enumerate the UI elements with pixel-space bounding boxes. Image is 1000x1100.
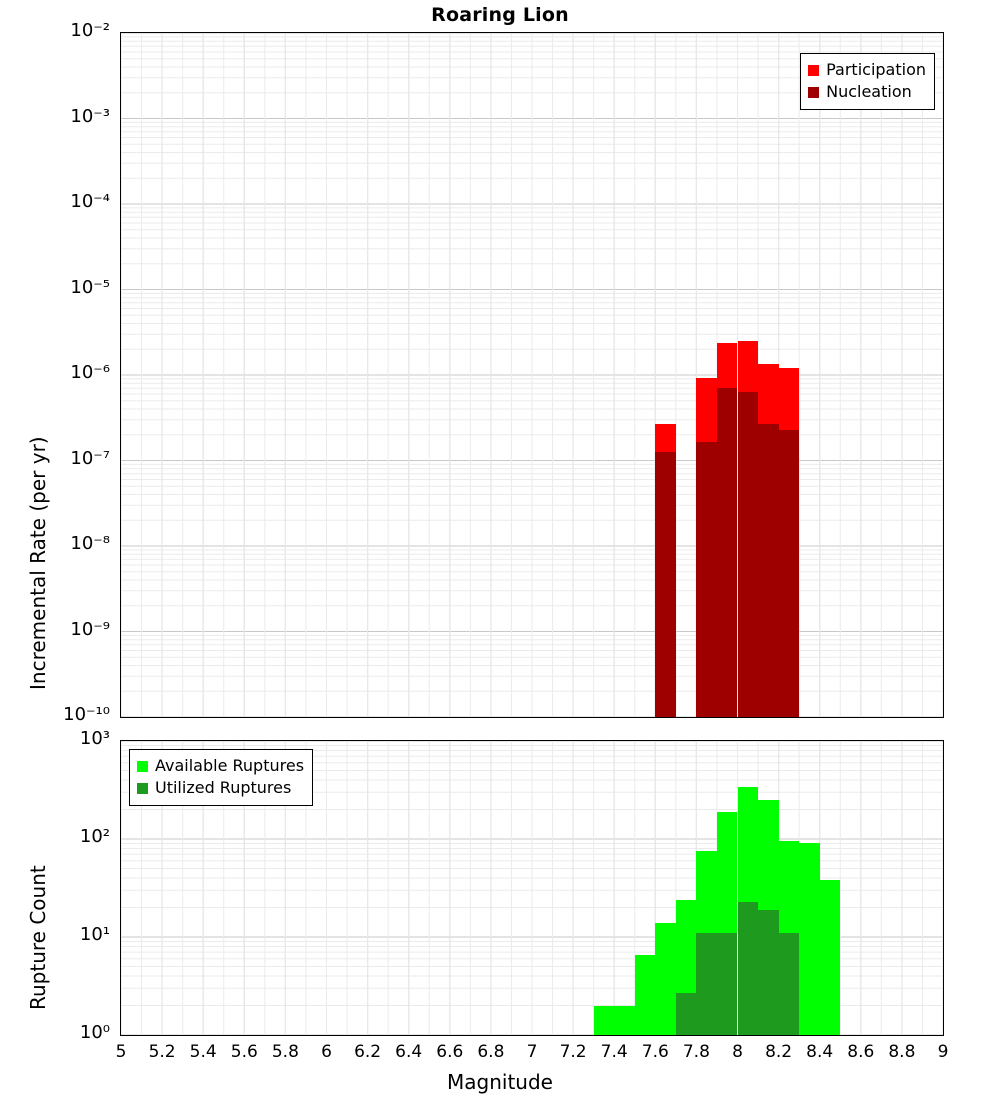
y-tick-label: 10⁻¹⁰ bbox=[63, 704, 110, 725]
bar-available-ruptures bbox=[594, 1006, 615, 1036]
legend-swatch-participation bbox=[808, 65, 819, 76]
y-tick-label: 10² bbox=[79, 826, 110, 847]
x-tick-label: 6.6 bbox=[436, 1042, 464, 1062]
y-tick-label: 10⁻⁸ bbox=[70, 533, 110, 554]
bar-utilized-ruptures bbox=[717, 933, 738, 1035]
bar-available-ruptures bbox=[820, 880, 841, 1035]
bar-utilized-ruptures bbox=[696, 933, 717, 1035]
x-tick-label: 5.6 bbox=[230, 1042, 258, 1062]
bar-available-ruptures bbox=[614, 1006, 635, 1036]
x-tick-label: 8.6 bbox=[847, 1042, 875, 1062]
x-tick-label: 8 bbox=[732, 1042, 743, 1062]
bar-nucleation bbox=[758, 424, 779, 717]
x-tick-label: 6.8 bbox=[477, 1042, 505, 1062]
bar-utilized-ruptures bbox=[779, 933, 800, 1035]
legend-item-utilized-ruptures bbox=[137, 777, 304, 799]
legend-label-available-ruptures: Available Ruptures bbox=[155, 756, 305, 775]
y-axis-label-top: Incremental Rate (per yr) bbox=[26, 436, 50, 690]
bar-nucleation bbox=[779, 430, 800, 717]
x-tick-label: 5 bbox=[115, 1042, 127, 1062]
legend-item-participation bbox=[808, 59, 926, 81]
y-tick-label: 10⁻⁶ bbox=[70, 362, 110, 383]
bar-utilized-ruptures bbox=[738, 902, 759, 1035]
y-axis-label-bottom: Rupture Count bbox=[26, 865, 50, 1010]
y-tick-label: 10³ bbox=[79, 728, 110, 749]
legend-item-nucleation bbox=[808, 81, 926, 103]
x-tick-label: 6.2 bbox=[354, 1042, 382, 1062]
bar-utilized-ruptures bbox=[676, 993, 697, 1035]
bars-top bbox=[121, 33, 943, 717]
x-tick-label: 9 bbox=[937, 1042, 949, 1062]
y-tick-label: 10⁻² bbox=[70, 20, 110, 41]
y-tick-label: 10⁻⁵ bbox=[70, 276, 110, 298]
x-tick-label: 6.4 bbox=[395, 1042, 423, 1062]
x-tick-label: 8.8 bbox=[888, 1042, 916, 1062]
x-tick-label: 8.4 bbox=[806, 1042, 834, 1062]
x-tick-label: 8.2 bbox=[765, 1042, 793, 1062]
legend-swatch-available-ruptures bbox=[137, 761, 148, 772]
legend-top bbox=[800, 53, 935, 110]
legend-swatch-nucleation bbox=[808, 87, 819, 98]
x-tick-label: 5.4 bbox=[189, 1042, 217, 1062]
bar-available-ruptures bbox=[799, 843, 820, 1035]
y-tick-label: 10⁰ bbox=[79, 1022, 110, 1043]
legend-label-utilized-ruptures: Utilized Ruptures bbox=[155, 778, 292, 798]
x-tick-label: 7.8 bbox=[682, 1042, 710, 1062]
x-tick-label: 5.8 bbox=[271, 1042, 299, 1062]
page-title: Roaring Lion bbox=[431, 4, 569, 26]
legend-bottom bbox=[129, 749, 313, 806]
bar-utilized-ruptures bbox=[758, 910, 779, 1035]
bar-available-ruptures bbox=[655, 923, 676, 1035]
x-tick-label: 7.2 bbox=[559, 1042, 587, 1062]
bar-nucleation bbox=[696, 442, 717, 717]
legend-label-nucleation: Nucleation bbox=[826, 82, 912, 102]
bar-nucleation bbox=[717, 388, 738, 717]
x-tick-label: 6 bbox=[321, 1042, 332, 1062]
bar-nucleation bbox=[738, 392, 759, 717]
y-tick-label: 10⁻³ bbox=[70, 105, 110, 127]
x-tick-label: 7.6 bbox=[641, 1042, 669, 1062]
y-tick-label: 10¹ bbox=[79, 924, 110, 945]
bar-available-ruptures bbox=[635, 955, 656, 1035]
x-tick-label: 7 bbox=[526, 1042, 538, 1062]
x-axis-label: Magnitude bbox=[447, 1070, 553, 1094]
incremental-rate-plot bbox=[120, 32, 944, 718]
y-tick-label: 10⁻⁹ bbox=[70, 618, 110, 640]
legend-label-participation: Participation bbox=[826, 60, 926, 79]
x-tick-label: 7.4 bbox=[600, 1042, 628, 1062]
rupture-count-plot bbox=[120, 740, 944, 1036]
legend-item-available-ruptures bbox=[137, 755, 304, 777]
y-tick-label: 10⁻⁴ bbox=[70, 191, 110, 212]
legend-swatch-utilized-ruptures bbox=[137, 783, 148, 794]
x-tick-label: 5.2 bbox=[148, 1042, 176, 1062]
bar-nucleation bbox=[655, 452, 676, 717]
y-tick-label: 10⁻⁷ bbox=[70, 447, 110, 469]
